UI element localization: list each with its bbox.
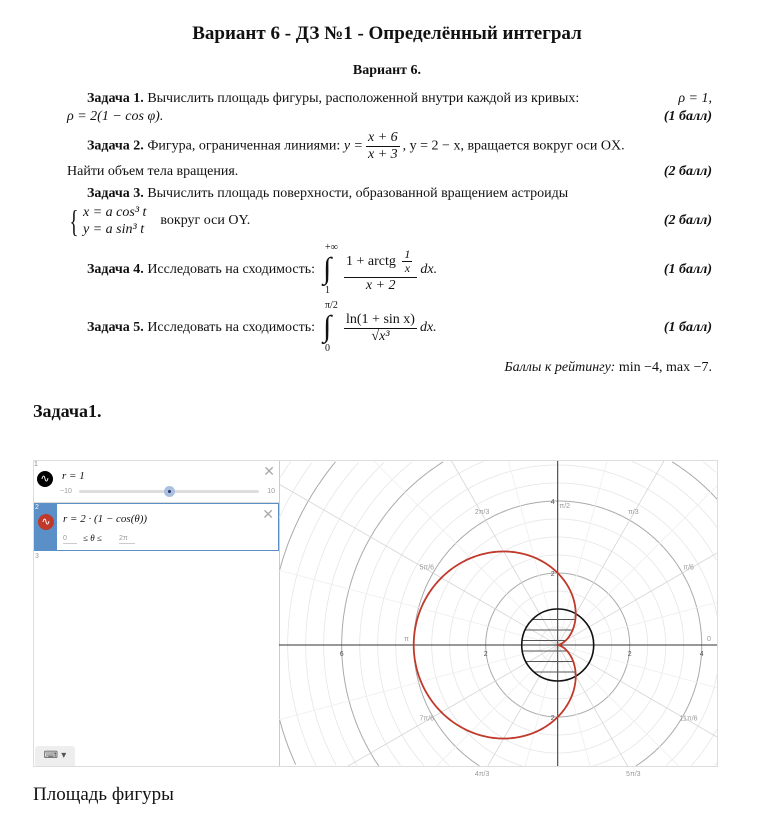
angle-label: π/6 xyxy=(683,564,694,572)
task-math: ρ = 2(1 − cos φ). xyxy=(67,109,164,124)
radial-grid-line xyxy=(558,645,679,766)
task-text: вокруг оси OY. xyxy=(160,213,251,228)
radial-grid-line xyxy=(374,461,558,645)
fraction xyxy=(366,130,400,163)
radial-grid-line xyxy=(558,461,664,645)
angle-label: π/3 xyxy=(627,509,639,517)
denominator: x + 2 xyxy=(365,277,396,293)
radial-grid-line xyxy=(558,602,717,645)
domain-max-input[interactable]: 2π xyxy=(119,534,135,544)
angle-label: 0 xyxy=(706,636,711,643)
task-points: (2 балл) xyxy=(663,164,712,179)
desmos-calculator xyxy=(33,460,718,778)
keyboard-toggle-button[interactable] xyxy=(35,746,75,766)
slider-thumb[interactable] xyxy=(164,486,175,497)
brace: { xyxy=(69,203,79,239)
expression-2[interactable] xyxy=(34,503,279,551)
numerator: 1 + arctg xyxy=(346,253,396,269)
denominator: x + 3 xyxy=(367,147,398,162)
rating-label: Баллы к рейтингу: xyxy=(504,360,616,375)
conclusion-text: Площадь фигуры xyxy=(33,784,174,805)
major-grid-circle xyxy=(339,462,717,766)
radial-grid-line xyxy=(279,484,558,645)
task-text: Найти объем тела вращения. xyxy=(67,164,239,179)
integral-sign: ∫ xyxy=(323,310,332,343)
angle-label: 7π/6 xyxy=(419,715,435,723)
page-title: Вариант 6 - ДЗ №1 - Определённый интеграл xyxy=(192,23,582,44)
close-icon[interactable]: ✕ xyxy=(263,463,275,479)
task-3 xyxy=(67,185,712,239)
task-math: ρ = 1, xyxy=(678,91,712,106)
expression-list xyxy=(34,461,280,766)
task-text: Вычислить площадь фигуры, расположенной внутри каждой из кривых: xyxy=(147,91,580,106)
differential: dx. xyxy=(419,320,437,335)
radial-grid-line xyxy=(558,645,717,688)
task-5 xyxy=(67,301,712,355)
slider-min[interactable]: −10 xyxy=(60,488,72,495)
task-points: (2 балл) xyxy=(663,213,712,228)
denominator: x xyxy=(404,260,411,275)
numerator: x + 6 xyxy=(367,130,398,145)
x-tick-label: 2 xyxy=(483,651,488,658)
numerator: ln(1 + sin x) xyxy=(346,311,415,327)
x-tick-label: 4 xyxy=(699,651,704,658)
graph-style-icon[interactable]: ∿ xyxy=(37,471,53,487)
integral-sign: ∫ xyxy=(323,252,332,285)
angle-label: π/2 xyxy=(559,503,571,511)
rating xyxy=(67,359,712,377)
upper-limit: +∞ xyxy=(325,242,338,253)
task-label: Задача 3. xyxy=(87,186,144,201)
integral xyxy=(323,243,339,297)
minor-grid-circle xyxy=(306,462,385,765)
radial-grid-line xyxy=(558,461,607,645)
minor-grid-circle xyxy=(280,462,291,479)
slider-max[interactable]: 10 xyxy=(267,488,275,495)
lower-limit: 1 xyxy=(325,285,330,296)
numerator: 1 xyxy=(404,246,411,261)
task-label: Задача 4. xyxy=(87,262,144,277)
minor-grid-circle xyxy=(288,463,359,766)
inner-fraction xyxy=(402,248,412,275)
angle-label: π xyxy=(404,636,409,643)
expression-index: 1 xyxy=(34,461,38,468)
minor-grid-circle xyxy=(396,483,717,765)
fraction xyxy=(344,312,417,345)
graph-paper[interactable] xyxy=(279,461,717,778)
task-math: y = xyxy=(343,138,363,154)
y-tick-label: 4 xyxy=(550,499,555,506)
lower-limit: 0 xyxy=(325,343,330,354)
angle-label: 5π/6 xyxy=(419,564,435,572)
system-eq: x = a cos³ t xyxy=(83,205,147,220)
variant-heading: Вариант 6. xyxy=(352,63,422,78)
expression-text[interactable]: r = 2 · (1 − cos(θ)) xyxy=(63,513,148,525)
rating-value: min −4, max −7. xyxy=(618,360,712,375)
expression-1[interactable] xyxy=(34,461,279,503)
task-4 xyxy=(67,243,712,297)
expression-index: 2 xyxy=(35,504,57,550)
task-text: Фигура, ограниченная линиями: xyxy=(147,138,341,154)
task-label: Задача 2. xyxy=(87,138,144,154)
angle-label: 2π/3 xyxy=(474,509,490,517)
system-eq: y = a sin³ t xyxy=(83,222,145,237)
radial-grid-line xyxy=(452,461,558,645)
radial-grid-line xyxy=(279,570,558,645)
radial-grid-line xyxy=(525,645,557,766)
task-label: Задача 1. xyxy=(87,91,144,106)
radial-grid-line xyxy=(558,645,628,766)
radial-grid-line xyxy=(558,645,717,737)
task-text: , y = 2 − x, вращается вокруг оси OX. xyxy=(402,138,625,154)
task-label: Задача 5. xyxy=(87,320,144,335)
task-text: Исследовать на сходимость: xyxy=(147,262,315,277)
radial-grid-line xyxy=(279,645,558,720)
x-tick-label: 2 xyxy=(627,651,632,658)
section-heading: Задача1. xyxy=(33,401,102,421)
expression-index: 3 xyxy=(35,553,39,560)
x-tick-label: 6 xyxy=(339,651,344,658)
task-1 xyxy=(67,90,712,126)
task-points: (1 балл) xyxy=(663,320,712,335)
task-list xyxy=(67,90,712,377)
radial-grid-line xyxy=(437,645,558,766)
minor-grid-circle xyxy=(360,461,717,765)
close-icon[interactable]: ✕ xyxy=(262,506,274,522)
integral xyxy=(323,301,339,355)
y-tick-label: 2 xyxy=(550,571,555,578)
fraction xyxy=(344,247,417,294)
expression-text[interactable]: r = 1 xyxy=(62,470,85,482)
task-2 xyxy=(67,130,712,181)
radial-grid-line xyxy=(488,645,558,766)
minor-grid-circle xyxy=(324,462,716,766)
task-text: Исследовать на сходимость: xyxy=(147,320,315,335)
y-tick-label: 2 xyxy=(550,715,555,722)
domain-operator: ≤ θ ≤ xyxy=(83,533,102,543)
upper-limit: π/2 xyxy=(325,300,338,311)
graph-style-icon[interactable]: ∿ xyxy=(38,514,54,530)
task-text: Вычислить площадь поверхности, образованной вращением астроиды xyxy=(147,186,569,201)
angle-label: 4π/3 xyxy=(474,770,490,778)
angle-label: 11π/6 xyxy=(679,715,698,723)
differential: dx. xyxy=(420,262,438,277)
slider-track[interactable] xyxy=(79,490,259,493)
keyboard-icon: ⌨ ▾ xyxy=(43,750,67,761)
task-points: (1 балл) xyxy=(663,262,712,277)
denominator: √x³ xyxy=(371,328,390,344)
domain-min-input[interactable]: 0 xyxy=(63,534,77,544)
angle-label: 5π/3 xyxy=(626,770,641,778)
task-points: (1 балл) xyxy=(663,109,712,124)
